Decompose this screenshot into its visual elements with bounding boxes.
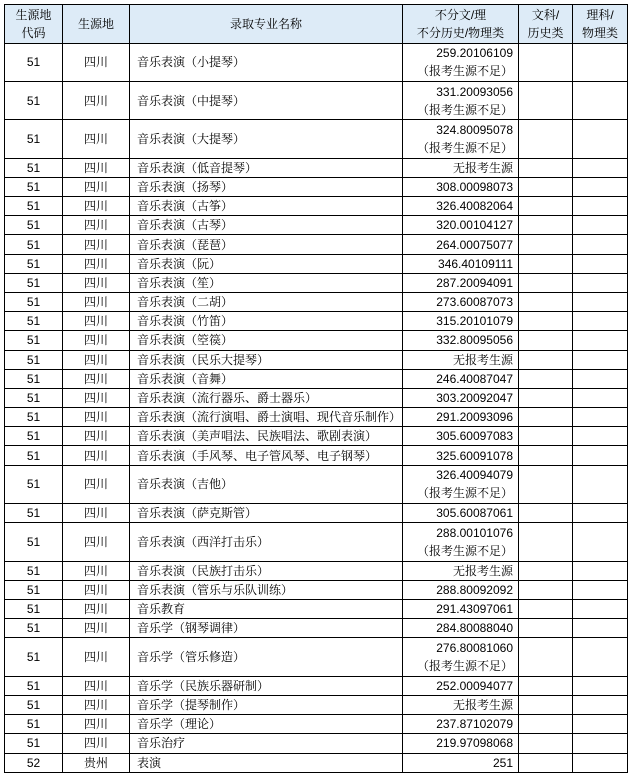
cell-science xyxy=(573,676,628,695)
cell-science xyxy=(573,254,628,273)
cell-major: 音乐表演（竹笛） xyxy=(130,312,403,331)
cell-code: 51 xyxy=(5,523,63,561)
cell-code: 51 xyxy=(5,638,63,676)
cell-major: 表演 xyxy=(130,753,403,772)
cell-code: 51 xyxy=(5,312,63,331)
cell-major: 音乐表演（箜篌） xyxy=(130,331,403,350)
cell-code: 51 xyxy=(5,715,63,734)
cell-code: 51 xyxy=(5,619,63,638)
cell-arts xyxy=(519,734,573,753)
score-value: 276.80081060 xyxy=(436,641,513,656)
table-row xyxy=(5,753,628,772)
cell-arts xyxy=(519,753,573,772)
cell-code: 51 xyxy=(5,273,63,292)
cell-arts xyxy=(519,638,573,676)
cell-major: 音乐表演（民乐大提琴） xyxy=(130,350,403,369)
cell-score xyxy=(403,561,519,580)
cell-major: 音乐表演（笙） xyxy=(130,273,403,292)
cell-science xyxy=(573,235,628,254)
table-row xyxy=(5,292,628,311)
cell-science xyxy=(573,81,628,119)
cell-arts xyxy=(519,273,573,292)
score-value: 284.80088040 xyxy=(436,621,513,636)
cell-score xyxy=(403,600,519,619)
table-row xyxy=(5,734,628,753)
header-science xyxy=(573,5,628,44)
cell-arts xyxy=(519,331,573,350)
cell-score xyxy=(403,177,519,196)
cell-code: 51 xyxy=(5,331,63,350)
cell-major: 音乐表演（音舞） xyxy=(130,369,403,388)
table-row xyxy=(5,273,628,292)
cell-major: 音乐表演（小提琴） xyxy=(130,43,403,81)
header-arts-line: 历史类 xyxy=(527,25,564,40)
cell-major: 音乐表演（古筝） xyxy=(130,197,403,216)
cell-science xyxy=(573,273,628,292)
cell-arts xyxy=(519,676,573,695)
cell-code: 51 xyxy=(5,216,63,235)
table-row xyxy=(5,197,628,216)
cell-science xyxy=(573,465,628,503)
table-row xyxy=(5,81,628,119)
cell-code: 51 xyxy=(5,695,63,714)
cell-science xyxy=(573,715,628,734)
cell-province: 四川 xyxy=(63,312,130,331)
table-row xyxy=(5,331,628,350)
cell-science xyxy=(573,197,628,216)
score-value: 237.87102079 xyxy=(436,717,513,732)
cell-major: 音乐学（民族乐器研制） xyxy=(130,676,403,695)
score-note: （报考生源不足） xyxy=(416,64,513,79)
table-row xyxy=(5,580,628,599)
cell-code: 51 xyxy=(5,446,63,465)
score-value: 219.97098068 xyxy=(436,736,513,751)
cell-code: 51 xyxy=(5,600,63,619)
cell-province: 四川 xyxy=(63,427,130,446)
score-value: 305.60087061 xyxy=(436,506,513,521)
cell-code: 51 xyxy=(5,235,63,254)
cell-score xyxy=(403,216,519,235)
header-code-line: 生源地 xyxy=(15,7,52,22)
header-code-line: 代码 xyxy=(21,25,46,40)
cell-province: 四川 xyxy=(63,292,130,311)
cell-science xyxy=(573,388,628,407)
cell-score xyxy=(403,158,519,177)
cell-arts xyxy=(519,177,573,196)
cell-code: 51 xyxy=(5,734,63,753)
score-value: 无报考生源 xyxy=(452,352,513,367)
score-value: 326.40094079 xyxy=(436,468,513,483)
cell-code: 51 xyxy=(5,561,63,580)
cell-province: 四川 xyxy=(63,388,130,407)
cell-province: 四川 xyxy=(63,638,130,676)
cell-arts xyxy=(519,715,573,734)
cell-province: 四川 xyxy=(63,523,130,561)
cell-province: 四川 xyxy=(63,235,130,254)
cell-province: 四川 xyxy=(63,619,130,638)
cell-science xyxy=(573,753,628,772)
table-row xyxy=(5,235,628,254)
cell-code: 51 xyxy=(5,676,63,695)
cell-score xyxy=(403,81,519,119)
cell-major: 音乐表演（古琴） xyxy=(130,216,403,235)
cell-science xyxy=(573,619,628,638)
cell-science xyxy=(573,446,628,465)
score-value: 303.20092047 xyxy=(436,391,513,406)
score-value: 259.20106109 xyxy=(436,46,513,61)
cell-code: 51 xyxy=(5,388,63,407)
cell-score xyxy=(403,676,519,695)
cell-arts xyxy=(519,120,573,158)
cell-science xyxy=(573,331,628,350)
header-row xyxy=(5,5,628,44)
table-row xyxy=(5,177,628,196)
cell-science xyxy=(573,120,628,158)
cell-score xyxy=(403,427,519,446)
cell-science xyxy=(573,158,628,177)
cell-science xyxy=(573,216,628,235)
score-value: 246.40087047 xyxy=(436,371,513,386)
score-value: 251 xyxy=(492,755,513,770)
cell-code: 51 xyxy=(5,120,63,158)
cell-arts xyxy=(519,369,573,388)
cell-arts xyxy=(519,427,573,446)
cell-science xyxy=(573,369,628,388)
cell-science xyxy=(573,561,628,580)
score-value: 315.20101079 xyxy=(436,314,513,329)
cell-arts xyxy=(519,561,573,580)
cell-score xyxy=(403,369,519,388)
cell-code: 51 xyxy=(5,254,63,273)
score-value: 346.40109111 xyxy=(438,256,513,271)
cell-major: 音乐表演（中提琴） xyxy=(130,81,403,119)
table-row xyxy=(5,369,628,388)
cell-major: 音乐表演（管乐与乐队训练） xyxy=(130,580,403,599)
table-row xyxy=(5,408,628,427)
cell-major: 音乐表演（吉他） xyxy=(130,465,403,503)
cell-score xyxy=(403,753,519,772)
cell-science xyxy=(573,427,628,446)
table-row xyxy=(5,312,628,331)
cell-code: 51 xyxy=(5,580,63,599)
cell-province: 四川 xyxy=(63,177,130,196)
score-value: 无报考生源 xyxy=(452,698,513,713)
score-note: （报考生源不足） xyxy=(416,543,513,558)
table-row xyxy=(5,715,628,734)
cell-province: 四川 xyxy=(63,369,130,388)
cell-major: 音乐表演（阮） xyxy=(130,254,403,273)
header-science-line: 理科/ xyxy=(586,7,614,22)
score-value: 324.80095078 xyxy=(436,122,513,137)
cell-code: 51 xyxy=(5,81,63,119)
cell-science xyxy=(573,734,628,753)
cell-major: 音乐表演（琵琶） xyxy=(130,235,403,254)
score-note: （报考生源不足） xyxy=(416,102,513,117)
cell-major: 音乐表演（二胡） xyxy=(130,292,403,311)
cell-arts xyxy=(519,292,573,311)
cell-science xyxy=(573,43,628,81)
table-row xyxy=(5,158,628,177)
table-row xyxy=(5,350,628,369)
score-note: （报考生源不足） xyxy=(416,140,513,155)
score-value: 288.80092092 xyxy=(436,582,513,597)
table-row xyxy=(5,427,628,446)
cell-arts xyxy=(519,235,573,254)
table-row xyxy=(5,676,628,695)
cell-science xyxy=(573,408,628,427)
table-row xyxy=(5,216,628,235)
cell-science xyxy=(573,312,628,331)
cell-province: 四川 xyxy=(63,197,130,216)
cell-arts xyxy=(519,312,573,331)
cell-code: 51 xyxy=(5,350,63,369)
cell-major: 音乐学（理论） xyxy=(130,715,403,734)
cell-major: 音乐教育 xyxy=(130,600,403,619)
score-value: 320.00104127 xyxy=(436,218,513,233)
cell-province: 四川 xyxy=(63,350,130,369)
cell-arts xyxy=(519,350,573,369)
cell-province: 四川 xyxy=(63,158,130,177)
cell-arts xyxy=(519,619,573,638)
cell-code: 51 xyxy=(5,504,63,523)
cell-province: 四川 xyxy=(63,120,130,158)
cell-score xyxy=(403,235,519,254)
cell-arts xyxy=(519,465,573,503)
cell-score xyxy=(403,619,519,638)
table-row xyxy=(5,254,628,273)
cell-arts xyxy=(519,158,573,177)
cell-code: 51 xyxy=(5,292,63,311)
header-general xyxy=(403,5,519,44)
table-row xyxy=(5,600,628,619)
cell-major: 音乐学（管乐修造） xyxy=(130,638,403,676)
cell-arts xyxy=(519,197,573,216)
cell-score xyxy=(403,638,519,676)
cell-science xyxy=(573,600,628,619)
score-value: 305.60097083 xyxy=(436,429,513,444)
cell-province: 四川 xyxy=(63,600,130,619)
header-science-line: 物理类 xyxy=(581,25,618,40)
table-row xyxy=(5,638,628,676)
cell-code: 51 xyxy=(5,369,63,388)
table-row xyxy=(5,523,628,561)
cell-province: 四川 xyxy=(63,715,130,734)
cell-score xyxy=(403,580,519,599)
cell-arts xyxy=(519,580,573,599)
cell-score xyxy=(403,408,519,427)
table-row xyxy=(5,465,628,503)
cell-code: 51 xyxy=(5,158,63,177)
header-code xyxy=(5,5,63,44)
cell-arts xyxy=(519,254,573,273)
cell-province: 四川 xyxy=(63,273,130,292)
cell-arts xyxy=(519,216,573,235)
cell-major: 音乐表演（扬琴） xyxy=(130,177,403,196)
cell-score xyxy=(403,331,519,350)
header-arts-line: 文科/ xyxy=(531,7,560,22)
cell-province: 四川 xyxy=(63,504,130,523)
cell-major: 音乐表演（流行器乐、爵士器乐） xyxy=(130,388,403,407)
cell-province: 四川 xyxy=(63,734,130,753)
table-row xyxy=(5,504,628,523)
cell-score xyxy=(403,312,519,331)
cell-arts xyxy=(519,695,573,714)
table-row xyxy=(5,446,628,465)
cell-code: 51 xyxy=(5,177,63,196)
cell-score xyxy=(403,715,519,734)
cell-arts xyxy=(519,600,573,619)
cell-province: 四川 xyxy=(63,676,130,695)
cell-science xyxy=(573,523,628,561)
score-value: 287.20094091 xyxy=(436,275,513,290)
table-body xyxy=(5,43,628,772)
score-value: 273.60087073 xyxy=(436,295,513,310)
cell-code: 51 xyxy=(5,427,63,446)
cell-science xyxy=(573,695,628,714)
cell-score xyxy=(403,523,519,561)
cell-score xyxy=(403,504,519,523)
score-note: （报考生源不足） xyxy=(416,659,513,674)
cell-major: 音乐学（提琴制作） xyxy=(130,695,403,714)
cell-science xyxy=(573,580,628,599)
score-value: 308.00098073 xyxy=(436,179,513,194)
cell-major: 音乐表演（低音提琴） xyxy=(130,158,403,177)
cell-major: 音乐表演（民族打击乐） xyxy=(130,561,403,580)
score-value: 291.43097061 xyxy=(436,602,513,617)
cell-province: 四川 xyxy=(63,81,130,119)
table-row xyxy=(5,561,628,580)
cell-province: 四川 xyxy=(63,43,130,81)
cell-province: 四川 xyxy=(63,561,130,580)
header-province: 生源地 xyxy=(63,5,130,44)
cell-code: 51 xyxy=(5,197,63,216)
cell-score xyxy=(403,388,519,407)
score-value: 无报考生源 xyxy=(452,563,513,578)
cell-major: 音乐学（钢琴调律） xyxy=(130,619,403,638)
score-value: 288.00101076 xyxy=(436,525,513,540)
score-value: 331.20093056 xyxy=(436,84,513,99)
header-general-line: 不分文/理 xyxy=(434,7,487,22)
header-general-line: 不分历史/物理类 xyxy=(416,25,505,40)
cell-major: 音乐表演（萨克斯管） xyxy=(130,504,403,523)
cell-province: 四川 xyxy=(63,331,130,350)
admission-score-table xyxy=(4,4,628,773)
cell-score xyxy=(403,350,519,369)
cell-science xyxy=(573,638,628,676)
cell-score xyxy=(403,465,519,503)
score-value: 332.80095056 xyxy=(436,333,513,348)
cell-code: 51 xyxy=(5,465,63,503)
cell-arts xyxy=(519,408,573,427)
score-value: 291.20093096 xyxy=(436,410,513,425)
cell-code: 52 xyxy=(5,753,63,772)
cell-code: 51 xyxy=(5,408,63,427)
cell-science xyxy=(573,350,628,369)
cell-score xyxy=(403,273,519,292)
score-note: （报考生源不足） xyxy=(416,486,513,501)
cell-major: 音乐表演（美声唱法、民族唱法、歌剧表演） xyxy=(130,427,403,446)
cell-score xyxy=(403,292,519,311)
score-value: 326.40082064 xyxy=(436,199,513,214)
cell-major: 音乐表演（西洋打击乐） xyxy=(130,523,403,561)
cell-arts xyxy=(519,388,573,407)
score-value: 325.60091078 xyxy=(436,448,513,463)
cell-province: 四川 xyxy=(63,580,130,599)
cell-province: 贵州 xyxy=(63,753,130,772)
cell-score xyxy=(403,695,519,714)
cell-score xyxy=(403,120,519,158)
table-row xyxy=(5,619,628,638)
cell-province: 四川 xyxy=(63,695,130,714)
table-row xyxy=(5,695,628,714)
table-row xyxy=(5,388,628,407)
table-row xyxy=(5,120,628,158)
cell-score xyxy=(403,734,519,753)
cell-major: 音乐治疗 xyxy=(130,734,403,753)
cell-province: 四川 xyxy=(63,254,130,273)
table-row xyxy=(5,43,628,81)
score-value: 264.00075077 xyxy=(436,237,513,252)
header-major: 录取专业名称 xyxy=(130,5,403,44)
cell-score xyxy=(403,197,519,216)
cell-science xyxy=(573,292,628,311)
cell-major: 音乐表演（手风琴、电子管风琴、电子钢琴） xyxy=(130,446,403,465)
header-arts xyxy=(519,5,573,44)
cell-science xyxy=(573,504,628,523)
cell-arts xyxy=(519,504,573,523)
cell-arts xyxy=(519,43,573,81)
cell-arts xyxy=(519,446,573,465)
cell-score xyxy=(403,254,519,273)
cell-province: 四川 xyxy=(63,465,130,503)
cell-major: 音乐表演（大提琴） xyxy=(130,120,403,158)
score-value: 无报考生源 xyxy=(452,160,513,175)
cell-science xyxy=(573,177,628,196)
cell-score xyxy=(403,43,519,81)
cell-score xyxy=(403,446,519,465)
cell-code: 51 xyxy=(5,43,63,81)
score-value: 252.00094077 xyxy=(436,678,513,693)
cell-major: 音乐表演（流行演唱、爵士演唱、现代音乐制作） xyxy=(130,408,403,427)
cell-province: 四川 xyxy=(63,446,130,465)
cell-arts xyxy=(519,81,573,119)
cell-province: 四川 xyxy=(63,216,130,235)
cell-province: 四川 xyxy=(63,408,130,427)
cell-arts xyxy=(519,523,573,561)
